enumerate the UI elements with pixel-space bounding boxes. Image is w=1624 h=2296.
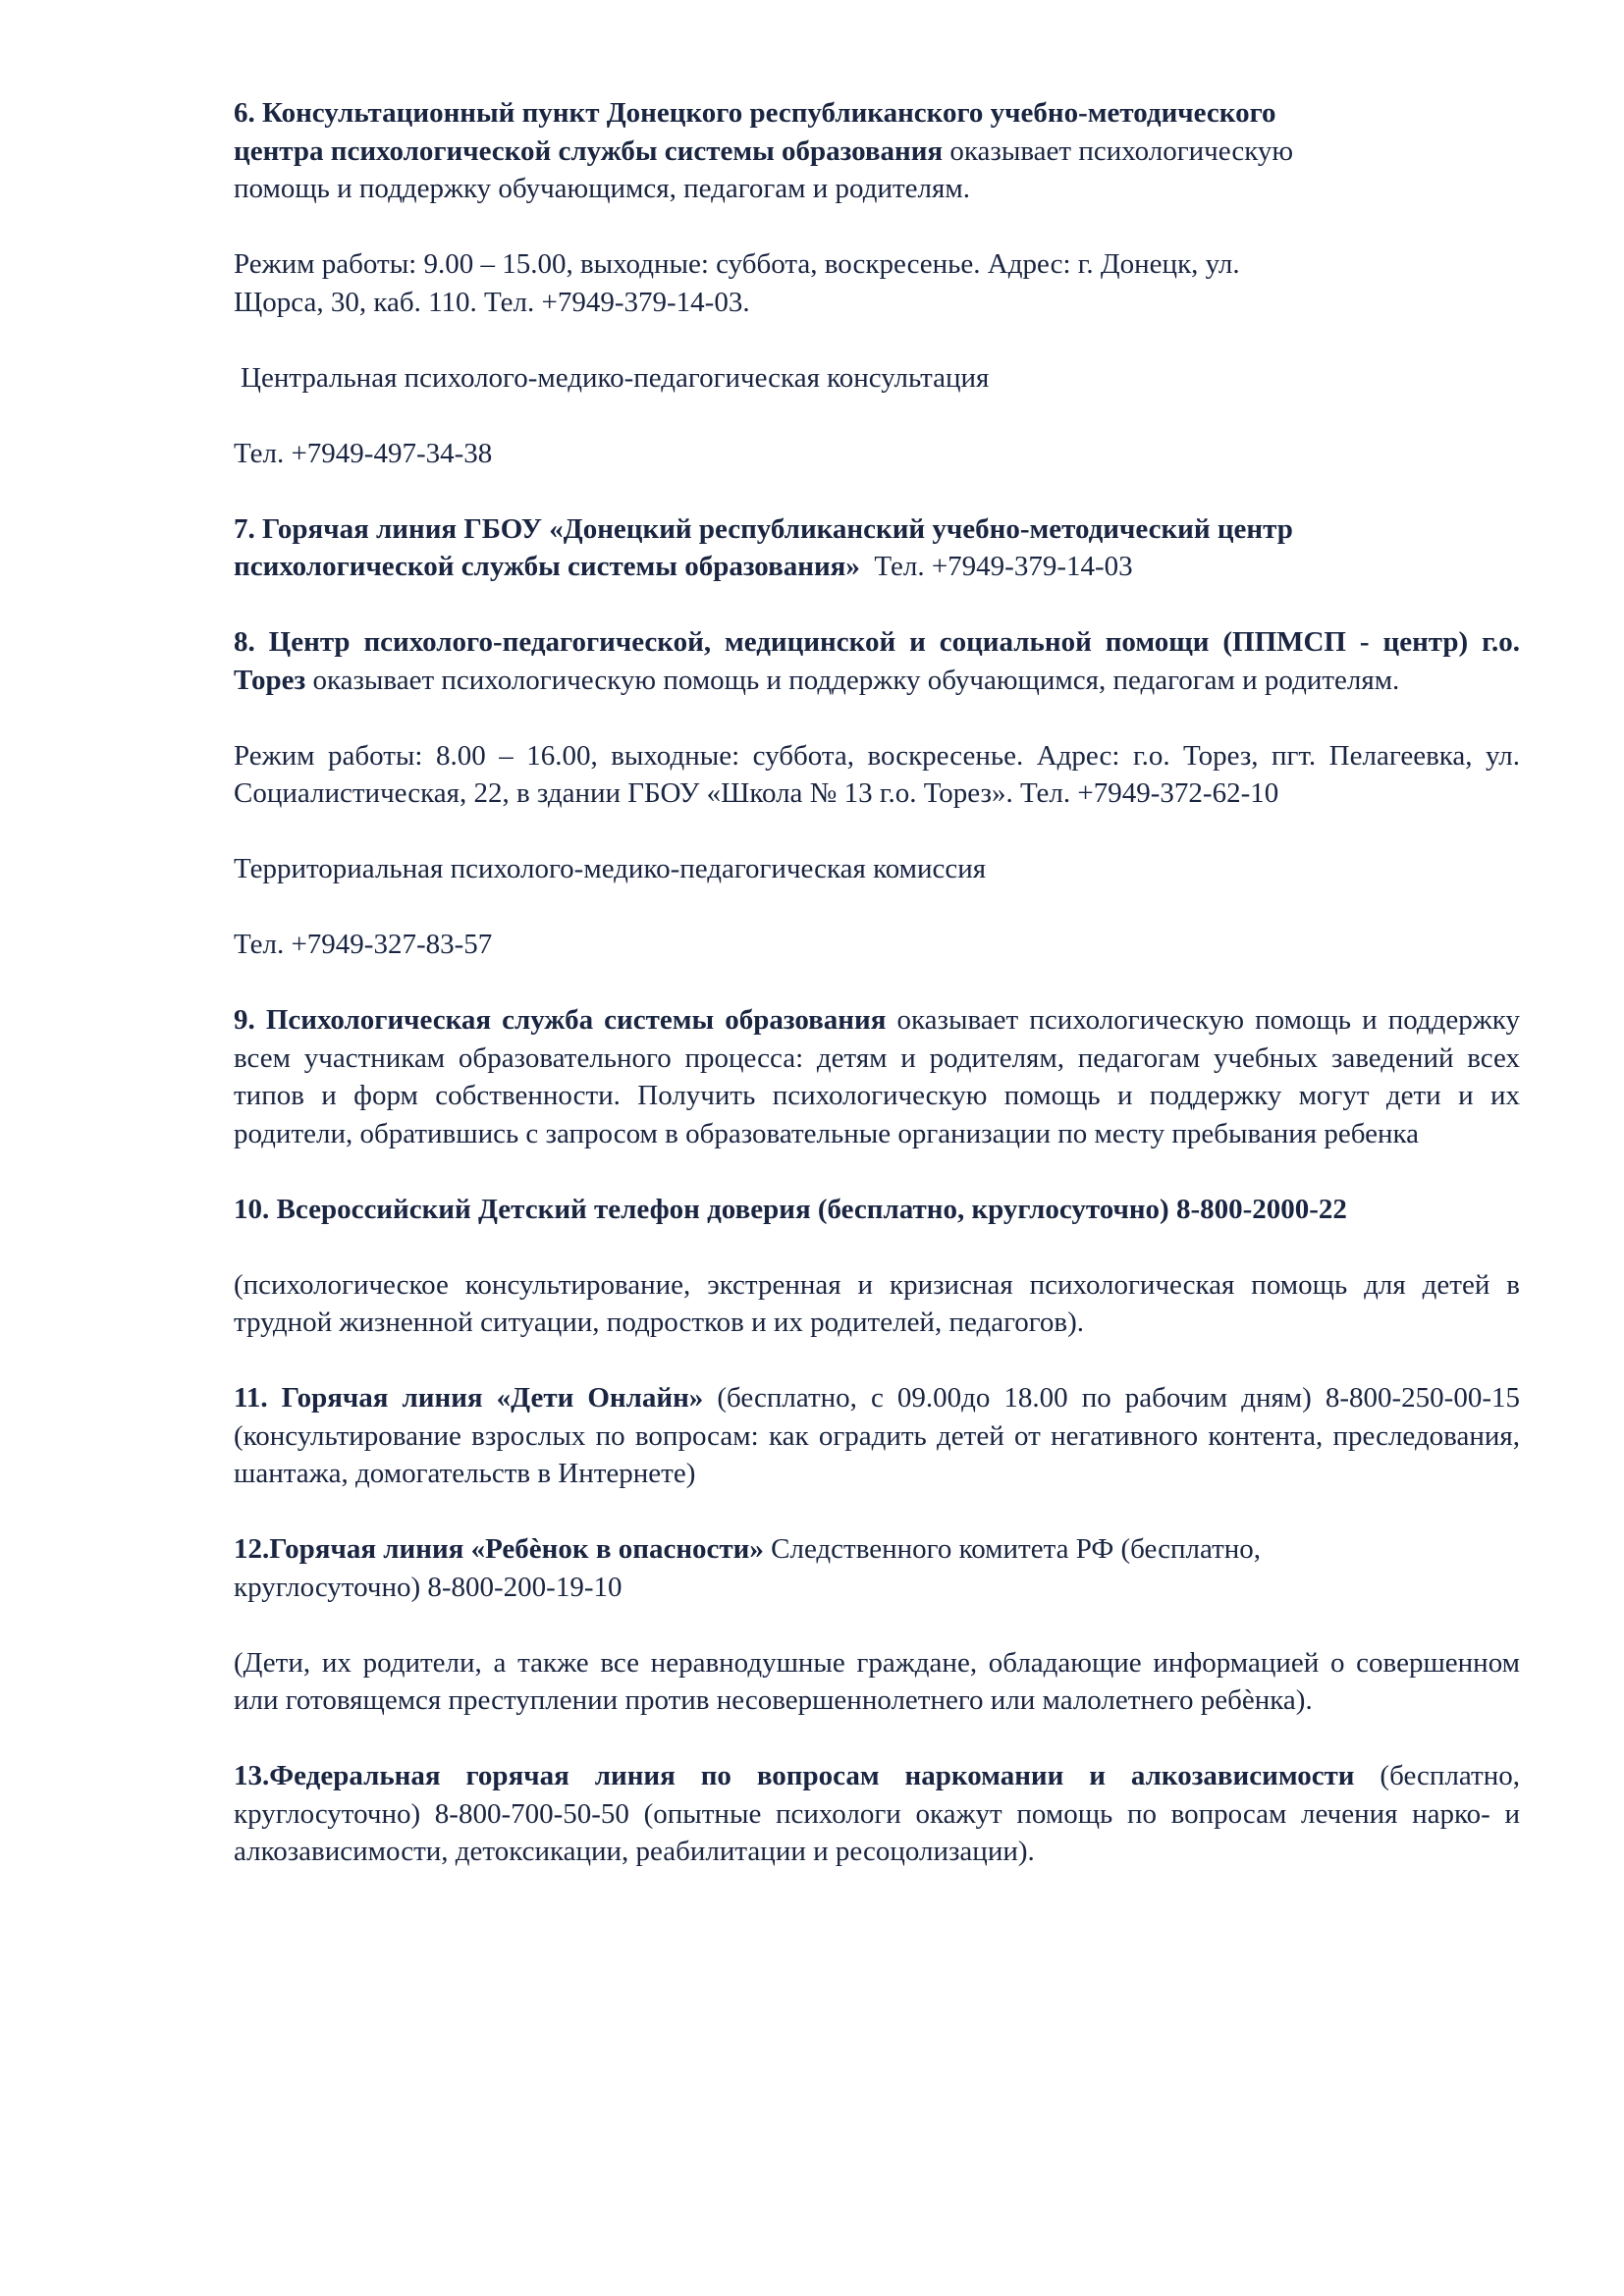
- territorial-commission: Территориальная психолого-медико-педагогическая комиссия: [234, 853, 987, 884]
- section-12: [234, 1530, 1520, 1606]
- section-7-title-line2: психологической службы системы образования»: [234, 551, 860, 582]
- section-13-text: (бесплатно, круглосуточно) 8-800-700-50-50 (опытные психологи окажут помощь по вопросам лечения нарко- и алкозависимости, детоксикации, реабилитации и ресоцолизации).: [234, 1760, 1520, 1867]
- section-12-title: 12.Горячая линия «Ребѐнок в опасности»: [234, 1533, 764, 1565]
- section-6-schedule-line2: Щорса, 30, каб. 110. Тел. +7949-379-14-03.: [234, 286, 750, 318]
- section-6-text-line3: помощь и поддержку обучающимся, педагогам и родителям.: [234, 173, 970, 204]
- section-6-title-line2: центра психологической службы системы образования: [234, 134, 944, 167]
- section-13: [234, 1757, 1520, 1871]
- section-12-note: (Дети, их родители, а также все неравнодушные граждане, обладающие информацией о совершенном или готовящемся преступлении против несовершеннолетнего или малолетнего ребѐнка).: [234, 1646, 1520, 1716]
- territorial-commission-phone: Тел. +7949-327-83-57: [234, 929, 493, 960]
- section-8-schedule: Режим работы: 8.00 – 16.00, выходные: суббота, воскресенье. Адрес: г.о. Торез, пгт. Пелагеевка, ул. Социалистическая, 22, в здании ГБОУ «Школа № 13 г.о. Торез». Тел. +7949-372-62-10: [234, 739, 1520, 809]
- section-11-text: (бесплатно, с 09.00до 18.00 по рабочим дням) 8-800-250-00-15 (консультирование взрослых по вопросам: как оградить детей от негативного контента, преследования, шантажа, домогательств в Интернете): [234, 1382, 1520, 1489]
- section-10-title: 10. Всероссийский Детский телефон доверия (бесплатно, круглосуточно) 8-800-2000-22: [234, 1193, 1347, 1225]
- section-8-title: 8. Центр психолого-педагогической, медицинской и социальной помощи (ППМСП - центр) г.о. Торез: [234, 626, 1520, 696]
- section-12-text-line2: круглосуточно) 8-800-200-19-10: [234, 1571, 623, 1603]
- section-7-title-line1: 7. Горячая линия ГБОУ «Донецкий республиканский учебно-методический центр: [234, 512, 1293, 545]
- section-9-title: 9. Психологическая служба системы образования: [234, 1004, 887, 1036]
- document-page: [234, 94, 1520, 1871]
- section-12-text-line1: Следственного комитета РФ (бесплатно,: [763, 1533, 1262, 1565]
- section-8-text: оказывает психологическую помощь и поддержку обучающимся, педагогам и родителям.: [305, 664, 1400, 696]
- section-11: [234, 1379, 1520, 1493]
- section-6-schedule-line1: Режим работы: 9.00 – 15.00, выходные: суббота, воскресенье. Адрес: г. Донецк, ул.: [234, 248, 1240, 280]
- section-9-text: оказывает психологическую помощь и поддержку всем участникам образовательного процесса: детям и родителям, педагогам учебных заведений всех типов и форм собственности. Получить психологическую помощь и поддержку могут дети и их родители, обратившись с запросом в образовательные организации по месту пребывания ребенка: [234, 1004, 1520, 1149]
- section-8: [234, 623, 1520, 699]
- section-6-heading: [234, 94, 1520, 208]
- section-6-schedule: [234, 245, 1520, 321]
- section-10-text: (психологическое консультирование, экстренная и кризисная психологическая помощь для детей в трудной жизненной ситуации, подростков и их родителей, педагогов).: [234, 1268, 1520, 1338]
- central-consultation: Центральная психолого-медико-педагогическая консультация: [241, 361, 990, 394]
- section-9: [234, 1001, 1520, 1152]
- section-7-phone: Тел. +7949-379-14-03: [859, 551, 1133, 582]
- section-6-title-line1: 6. Консультационный пункт Донецкого республиканского учебно-методического: [234, 97, 1276, 129]
- section-11-title: 11. Горячая линия «Дети Онлайн»: [234, 1382, 704, 1414]
- section-6-text-line2: оказывает психологическую: [943, 134, 1294, 167]
- section-13-title: 13.Федеральная горячая линия по вопросам наркомании и алкозависимости: [234, 1760, 1355, 1791]
- central-consultation-phone: Тел. +7949-497-34-38: [234, 437, 493, 469]
- section-7: [234, 510, 1520, 586]
